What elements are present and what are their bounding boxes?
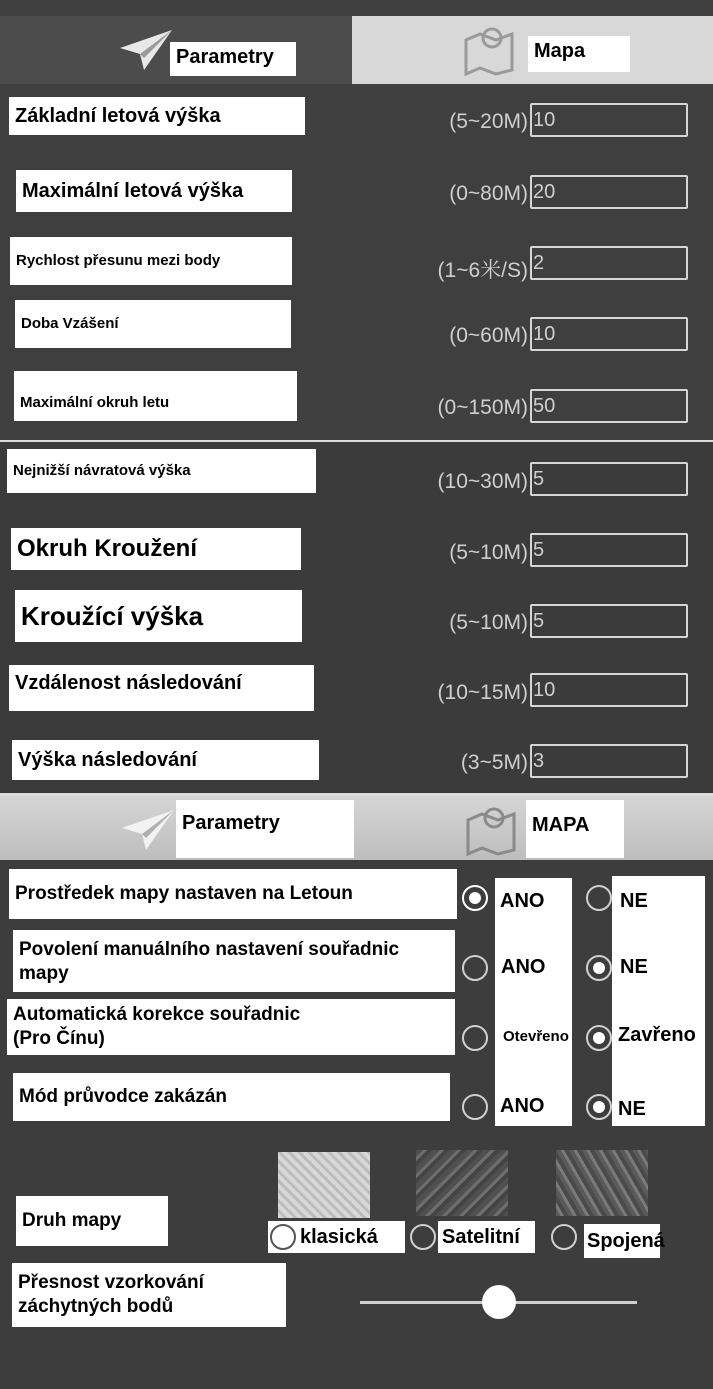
row-value-field[interactable]: 5 xyxy=(530,462,688,496)
row-range: (0~80M) xyxy=(449,182,528,205)
option-yes-radio[interactable] xyxy=(462,1025,488,1051)
row-range: (10~30M) xyxy=(437,470,528,493)
option-no-label: NE xyxy=(620,890,648,912)
map-thumb-hybrid[interactable] xyxy=(556,1150,648,1216)
map-thumb-satellite[interactable] xyxy=(416,1150,508,1216)
option-no-label: NE xyxy=(618,1098,646,1120)
row-value-field[interactable]: 20 xyxy=(530,175,688,209)
map-type-label: Druh mapy xyxy=(16,1196,168,1246)
row-value-field[interactable]: 10 xyxy=(530,103,688,137)
option-no-radio[interactable] xyxy=(586,885,612,911)
tab-bar xyxy=(0,16,713,84)
row-label: Základní letová výška xyxy=(9,97,305,135)
option-yes-label: ANO xyxy=(501,956,546,978)
paper-plane-icon xyxy=(120,808,176,852)
row-label: Rychlost přesunu mezi body xyxy=(10,237,292,285)
row-range: (0~60M) xyxy=(449,324,528,347)
row-range: (0~150M) xyxy=(437,396,528,419)
options-yes-column xyxy=(495,878,572,1126)
tab-map[interactable] xyxy=(352,796,713,862)
option-label: Mód průvodce zakázán xyxy=(13,1073,450,1121)
row-range: (10~15M) xyxy=(437,681,528,704)
row-label: Maximální okruh letu xyxy=(14,371,297,421)
row-value-field[interactable]: 50 xyxy=(530,389,688,423)
map-pin-icon xyxy=(464,804,520,856)
option-no-radio[interactable] xyxy=(586,1025,612,1051)
option-no-label: NE xyxy=(620,956,648,978)
row-label: Kroužící výška xyxy=(15,590,302,642)
option-no-label: Zavřeno xyxy=(618,1024,696,1046)
row-label: Maximální letová výška xyxy=(16,170,292,212)
row-value-field[interactable]: 3 xyxy=(530,744,688,778)
map-choice-satellite-radio[interactable] xyxy=(410,1224,436,1250)
tab-parameters[interactable] xyxy=(0,796,352,862)
row-range: (5~10M) xyxy=(449,611,528,634)
map-choice-classic-label: klasická xyxy=(300,1226,378,1248)
row-range: (1~6米/S) xyxy=(437,259,528,282)
map-choice-classic-radio[interactable] xyxy=(270,1224,296,1250)
option-yes-label: ANO xyxy=(500,890,545,912)
option-no-radio[interactable] xyxy=(586,1094,612,1120)
option-no-radio[interactable] xyxy=(586,955,612,981)
sampling-label: Přesnost vzorkování záchytných bodů xyxy=(12,1263,286,1327)
row-range: (5~10M) xyxy=(449,541,528,564)
tab-map-label: MAPA xyxy=(526,800,624,858)
tab-parameters-label: Parametry xyxy=(170,42,296,76)
option-label: Povolení manuálního nastavení souřadnic mapy xyxy=(13,930,455,992)
map-choice-hybrid-radio[interactable] xyxy=(551,1224,577,1250)
option-yes-label: Otevřeno xyxy=(503,1028,569,1045)
option-label: Automatická korekce souřadnic (Pro Čínu) xyxy=(7,999,455,1055)
option-label: Prostředek mapy nastaven na Letoun xyxy=(9,869,457,919)
paper-plane-icon xyxy=(118,28,174,72)
row-range: (5~20M) xyxy=(449,110,528,133)
row-range: (3~5M) xyxy=(460,751,528,774)
row-label: Okruh Kroužení xyxy=(11,528,301,570)
row-value-field[interactable]: 5 xyxy=(530,604,688,638)
row-label: Nejnižší návratová výška xyxy=(7,449,316,493)
tab-map-label: Mapa xyxy=(528,36,630,72)
tab-bar-2 xyxy=(0,796,713,862)
tab-map[interactable] xyxy=(352,16,713,84)
tab-parameters-label: Parametry xyxy=(176,800,354,858)
map-pin-icon xyxy=(462,24,518,76)
options-no-column xyxy=(612,876,705,1126)
map-thumb-classic[interactable] xyxy=(278,1152,370,1218)
sampling-slider-knob[interactable] xyxy=(482,1285,516,1319)
tab-parameters[interactable] xyxy=(0,16,352,84)
map-choice-hybrid-label: Spojená xyxy=(587,1230,665,1252)
row-value-field[interactable]: 5 xyxy=(530,533,688,567)
row-label: Doba Vzášení xyxy=(15,300,291,348)
row-value-field[interactable]: 2 xyxy=(530,246,688,280)
row-value-field[interactable]: 10 xyxy=(530,317,688,351)
option-yes-radio[interactable] xyxy=(462,955,488,981)
row-value-field[interactable]: 10 xyxy=(530,673,688,707)
option-yes-radio[interactable] xyxy=(462,1094,488,1120)
map-choice-satellite-label: Satelitní xyxy=(442,1226,520,1248)
option-yes-label: ANO xyxy=(500,1095,545,1117)
row-label: Vzdálenost následování xyxy=(9,665,314,711)
row-label: Výška následování xyxy=(12,740,319,780)
option-yes-radio[interactable] xyxy=(462,885,488,911)
